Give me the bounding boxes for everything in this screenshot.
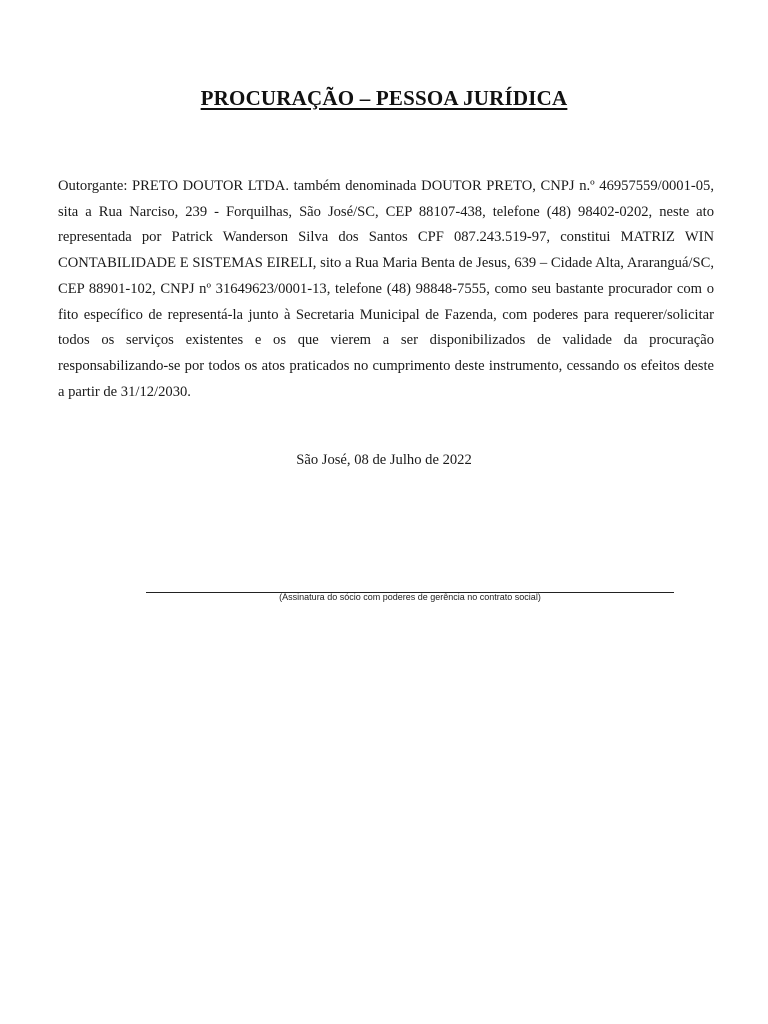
document-body-paragraph: Outorgante: PRETO DOUTOR LTDA. também denominada DOUTOR PRETO, CNPJ n.º 46957559/0001-05, sita a Rua Narciso, 239 - Forquilhas, São José/SC, CEP 88107-438, telefone (48) 98402-0202, neste ato representada por Patrick Wanderson Silva dos Santos CPF 087.243.519-97, constitui MATRIZ WIN CONTABILIDADE E SISTEMAS EIRELI, sito a Rua Maria Benta de Jesus, 639 – Cidade Alta, Araranguá/SC, CEP 88901-102, CNPJ nº 31649623/0001-13, telefone (48) 98848-7555, como seu bastante procurador com o fito específico de representá-la junto à Secretaria Municipal de Fazenda, com poderes para requerer/solicitar todos os serviços existentes e os que vierem a ser disponibilizados de validade da procuração responsabilizando-se por todos os atos praticados no cumprimento deste instrumento, cessando os efeitos deste a partir de 31/12/2030. (58, 178, 714, 400)
document-title: PROCURAÇÃO – PESSOA JURÍDICA (200, 86, 568, 110)
date-place-line: São José, 08 de Julho de 2022 (296, 452, 472, 468)
signature-caption: (Assinatura do sócio com poderes de gerência no contrato social) (279, 592, 541, 602)
